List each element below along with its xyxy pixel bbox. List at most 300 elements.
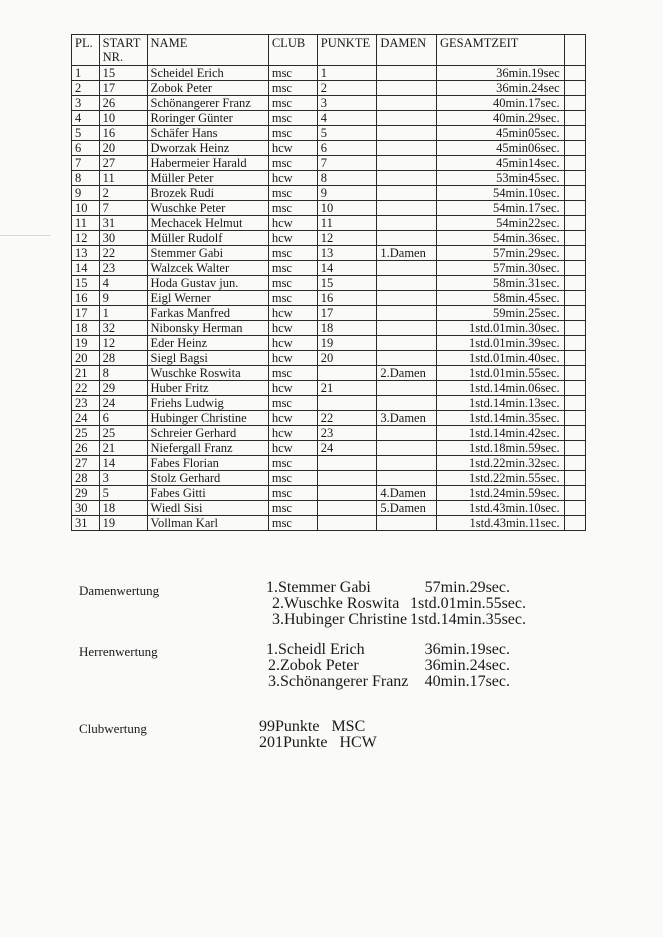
table-row xyxy=(72,381,586,396)
damen-rank-1: 1.Stemmer Gabi xyxy=(266,579,371,596)
table-row xyxy=(72,141,586,156)
cell-punkte: 9 xyxy=(317,186,377,201)
cell-damen xyxy=(377,351,437,366)
table-row xyxy=(72,366,586,381)
cell-extra xyxy=(564,441,585,456)
cell-start-nr: 8 xyxy=(99,366,147,381)
cell-club: msc xyxy=(268,456,317,471)
cell-pl: 30 xyxy=(72,501,100,516)
cell-punkte: 10 xyxy=(317,201,377,216)
cell-damen xyxy=(377,216,437,231)
cell-gesamtzeit: 40min.29sec. xyxy=(436,111,564,126)
cell-pl: 17 xyxy=(72,306,100,321)
cell-name: Niefergall Franz xyxy=(147,441,268,456)
herren-rank-1: 1.Scheidl Erich xyxy=(266,641,365,658)
cell-gesamtzeit: 1std.01min.40sec. xyxy=(436,351,564,366)
cell-start-nr: 11 xyxy=(99,171,147,186)
cell-pl: 3 xyxy=(72,96,100,111)
cell-name: Wuschke Roswita xyxy=(147,366,268,381)
results-table xyxy=(71,34,586,531)
cell-gesamtzeit: 53min45sec. xyxy=(436,171,564,186)
cell-damen xyxy=(377,201,437,216)
table-row xyxy=(72,171,586,186)
cell-gesamtzeit: 1std.01min.39sec. xyxy=(436,336,564,351)
table-row xyxy=(72,66,586,81)
cell-damen xyxy=(377,141,437,156)
cell-club: msc xyxy=(268,96,317,111)
cell-club: msc xyxy=(268,81,317,96)
cell-punkte xyxy=(317,471,377,486)
cell-damen xyxy=(377,156,437,171)
cell-gesamtzeit: 57min.29sec. xyxy=(436,246,564,261)
cell-extra xyxy=(564,291,585,306)
cell-club: msc xyxy=(268,396,317,411)
cell-pl: 10 xyxy=(72,201,100,216)
cell-club: hcw xyxy=(268,351,317,366)
cell-extra xyxy=(564,486,585,501)
cell-punkte xyxy=(317,486,377,501)
header-club: CLUB xyxy=(268,35,317,66)
cell-gesamtzeit: 59min.25sec. xyxy=(436,306,564,321)
cell-gesamtzeit: 54min22sec. xyxy=(436,216,564,231)
table-row xyxy=(72,216,586,231)
cell-damen xyxy=(377,96,437,111)
cell-start-nr: 25 xyxy=(99,426,147,441)
cell-punkte: 5 xyxy=(317,126,377,141)
cell-club: hcw xyxy=(268,381,317,396)
cell-pl: 23 xyxy=(72,396,100,411)
cell-name: Walzcek Walter xyxy=(147,261,268,276)
cell-extra xyxy=(564,171,585,186)
cell-club: hcw xyxy=(268,171,317,186)
cell-damen xyxy=(377,261,437,276)
cell-pl: 9 xyxy=(72,186,100,201)
cell-start-nr: 24 xyxy=(99,396,147,411)
cell-gesamtzeit: 45min06sec. xyxy=(436,141,564,156)
cell-damen xyxy=(377,321,437,336)
cell-name: Eder Heinz xyxy=(147,336,268,351)
cell-start-nr: 19 xyxy=(99,516,147,531)
cell-club: hcw xyxy=(268,216,317,231)
table-row xyxy=(72,306,586,321)
cell-damen xyxy=(377,111,437,126)
cell-punkte xyxy=(317,366,377,381)
herrenwertung-times xyxy=(410,642,510,690)
cell-pl: 20 xyxy=(72,351,100,366)
table-row xyxy=(72,456,586,471)
cell-extra xyxy=(564,156,585,171)
cell-punkte: 2 xyxy=(317,81,377,96)
cell-gesamtzeit: 1std.18min.59sec. xyxy=(436,441,564,456)
cell-damen xyxy=(377,426,437,441)
table-header-row xyxy=(72,35,586,66)
cell-extra xyxy=(564,471,585,486)
cell-name: Dworzak Heinz xyxy=(147,141,268,156)
table-row xyxy=(72,111,586,126)
cell-gesamtzeit: 36min.19sec xyxy=(436,66,564,81)
cell-extra xyxy=(564,396,585,411)
cell-start-nr: 10 xyxy=(99,111,147,126)
cell-damen xyxy=(377,471,437,486)
header-gesamtzeit: GESAMTZEIT xyxy=(436,35,564,66)
cell-gesamtzeit: 36min.24sec xyxy=(436,81,564,96)
cell-club: msc xyxy=(268,366,317,381)
header-empty xyxy=(564,35,585,66)
cell-damen: 1.Damen xyxy=(377,246,437,261)
cell-start-nr: 32 xyxy=(99,321,147,336)
cell-gesamtzeit: 1std.01min.30sec. xyxy=(436,321,564,336)
cell-name: Hubinger Christine xyxy=(147,411,268,426)
cell-name: Wuschke Peter xyxy=(147,201,268,216)
cell-pl: 1 xyxy=(72,66,100,81)
club-entry-2: 201Punkte HCW xyxy=(259,734,377,751)
cell-extra xyxy=(564,321,585,336)
cell-name: Stolz Gerhard xyxy=(147,471,268,486)
table-row xyxy=(72,321,586,336)
cell-name: Müller Rudolf xyxy=(147,231,268,246)
cell-punkte: 15 xyxy=(317,276,377,291)
cell-punkte: 13 xyxy=(317,246,377,261)
cell-start-nr: 26 xyxy=(99,96,147,111)
table-row xyxy=(72,156,586,171)
cell-club: msc xyxy=(268,186,317,201)
cell-club: msc xyxy=(268,201,317,216)
table-row xyxy=(72,411,586,426)
cell-pl: 6 xyxy=(72,141,100,156)
cell-start-nr: 6 xyxy=(99,411,147,426)
cell-start-nr: 2 xyxy=(99,186,147,201)
herren-time-2: 36min.24sec. xyxy=(424,657,510,674)
table-row xyxy=(72,441,586,456)
cell-start-nr: 30 xyxy=(99,231,147,246)
cell-extra xyxy=(564,246,585,261)
cell-extra xyxy=(564,231,585,246)
cell-damen xyxy=(377,336,437,351)
cell-name: Schreier Gerhard xyxy=(147,426,268,441)
cell-pl: 15 xyxy=(72,276,100,291)
cell-club: msc xyxy=(268,66,317,81)
header-start-nr: START NR. xyxy=(99,35,147,66)
cell-name: Eigl Werner xyxy=(147,291,268,306)
table-row xyxy=(72,246,586,261)
club-entry-1: 99Punkte MSC xyxy=(259,718,366,735)
cell-damen: 3.Damen xyxy=(377,411,437,426)
cell-punkte: 19 xyxy=(317,336,377,351)
cell-extra xyxy=(564,426,585,441)
cell-name: Hoda Gustav jun. xyxy=(147,276,268,291)
clubwertung-label: Clubwertung xyxy=(79,721,147,736)
cell-pl: 24 xyxy=(72,411,100,426)
damen-time-2: 1std.01min.55sec. xyxy=(410,595,526,612)
cell-damen xyxy=(377,171,437,186)
cell-start-nr: 14 xyxy=(99,456,147,471)
cell-punkte: 18 xyxy=(317,321,377,336)
table-row xyxy=(72,486,586,501)
cell-pl: 11 xyxy=(72,216,100,231)
cell-name: Stemmer Gabi xyxy=(147,246,268,261)
cell-name: Siegl Bagsi xyxy=(147,351,268,366)
herren-time-1: 36min.19sec. xyxy=(424,641,510,658)
herrenwertung-label: Herrenwertung xyxy=(79,644,158,659)
cell-punkte xyxy=(317,456,377,471)
cell-gesamtzeit: 1std.24min.59sec. xyxy=(436,486,564,501)
cell-pl: 25 xyxy=(72,426,100,441)
cell-club: msc xyxy=(268,126,317,141)
cell-pl: 31 xyxy=(72,516,100,531)
herren-rank-2: 2.Zobok Peter xyxy=(268,657,359,674)
herren-time-3: 40min.17sec. xyxy=(424,673,510,690)
cell-club: hcw xyxy=(268,426,317,441)
cell-punkte: 23 xyxy=(317,426,377,441)
cell-pl: 12 xyxy=(72,231,100,246)
table-row xyxy=(72,351,586,366)
cell-club: msc xyxy=(268,501,317,516)
damenwertung-ranks xyxy=(266,580,407,628)
damen-time-1: 57min.29sec. xyxy=(424,579,510,596)
table-row xyxy=(72,501,586,516)
cell-name: Scheidel Erich xyxy=(147,66,268,81)
cell-extra xyxy=(564,366,585,381)
cell-damen: 5.Damen xyxy=(377,501,437,516)
cell-extra xyxy=(564,381,585,396)
header-pl: PL. xyxy=(72,35,100,66)
table-row xyxy=(72,96,586,111)
cell-name: Fabes Gitti xyxy=(147,486,268,501)
cell-pl: 29 xyxy=(72,486,100,501)
cell-name: Friehs Ludwig xyxy=(147,396,268,411)
damenwertung-label: Damenwertung xyxy=(79,583,160,598)
table-row xyxy=(72,276,586,291)
cell-extra xyxy=(564,276,585,291)
cell-start-nr: 15 xyxy=(99,66,147,81)
cell-start-nr: 31 xyxy=(99,216,147,231)
cell-pl: 5 xyxy=(72,126,100,141)
header-punkte: PUNKTE xyxy=(317,35,377,66)
cell-start-nr: 27 xyxy=(99,156,147,171)
cell-damen xyxy=(377,186,437,201)
cell-gesamtzeit: 45min05sec. xyxy=(436,126,564,141)
cell-damen xyxy=(377,456,437,471)
cell-punkte: 21 xyxy=(317,381,377,396)
cell-start-nr: 9 xyxy=(99,291,147,306)
cell-extra xyxy=(564,306,585,321)
cell-pl: 19 xyxy=(72,336,100,351)
damen-time-3: 1std.14min.35sec. xyxy=(410,611,526,628)
cell-punkte: 4 xyxy=(317,111,377,126)
cell-club: hcw xyxy=(268,306,317,321)
cell-extra xyxy=(564,96,585,111)
cell-extra xyxy=(564,141,585,156)
cell-pl: 22 xyxy=(72,381,100,396)
cell-name: Nibonsky Herman xyxy=(147,321,268,336)
cell-extra xyxy=(564,81,585,96)
cell-name: Brozek Rudi xyxy=(147,186,268,201)
cell-club: hcw xyxy=(268,141,317,156)
cell-gesamtzeit: 58min.45sec. xyxy=(436,291,564,306)
cell-punkte: 17 xyxy=(317,306,377,321)
cell-name: Farkas Manfred xyxy=(147,306,268,321)
cell-damen xyxy=(377,306,437,321)
cell-name: Zobok Peter xyxy=(147,81,268,96)
cell-name: Schäfer Hans xyxy=(147,126,268,141)
cell-club: msc xyxy=(268,111,317,126)
cell-damen xyxy=(377,291,437,306)
cell-name: Habermeier Harald xyxy=(147,156,268,171)
cell-punkte: 7 xyxy=(317,156,377,171)
cell-extra xyxy=(564,66,585,81)
cell-club: hcw xyxy=(268,231,317,246)
cell-name: Fabes Florian xyxy=(147,456,268,471)
cell-extra xyxy=(564,261,585,276)
cell-gesamtzeit: 40min.17sec. xyxy=(436,96,564,111)
cell-start-nr: 17 xyxy=(99,81,147,96)
cell-punkte: 1 xyxy=(317,66,377,81)
table-row xyxy=(72,231,586,246)
cell-start-nr: 5 xyxy=(99,486,147,501)
cell-damen: 4.Damen xyxy=(377,486,437,501)
cell-gesamtzeit: 1std.22min.32sec. xyxy=(436,456,564,471)
cell-damen xyxy=(377,396,437,411)
cell-start-nr: 12 xyxy=(99,336,147,351)
header-damen: DAMEN xyxy=(377,35,437,66)
cell-punkte: 22 xyxy=(317,411,377,426)
cell-pl: 2 xyxy=(72,81,100,96)
herren-rank-3: 3.Schönangerer Franz xyxy=(268,673,409,690)
cell-extra xyxy=(564,351,585,366)
cell-extra xyxy=(564,501,585,516)
cell-extra xyxy=(564,201,585,216)
table-row xyxy=(72,396,586,411)
cell-punkte xyxy=(317,396,377,411)
table-row xyxy=(72,516,586,531)
cell-pl: 14 xyxy=(72,261,100,276)
cell-punkte: 24 xyxy=(317,441,377,456)
results-body xyxy=(72,66,586,531)
cell-punkte: 6 xyxy=(317,141,377,156)
table-row xyxy=(72,186,586,201)
cell-start-nr: 29 xyxy=(99,381,147,396)
cell-punkte: 14 xyxy=(317,261,377,276)
cell-damen xyxy=(377,231,437,246)
cell-start-nr: 28 xyxy=(99,351,147,366)
cell-gesamtzeit: 54min.10sec. xyxy=(436,186,564,201)
cell-club: hcw xyxy=(268,411,317,426)
cell-start-nr: 1 xyxy=(99,306,147,321)
cell-gesamtzeit: 57min.30sec. xyxy=(436,261,564,276)
cell-pl: 16 xyxy=(72,291,100,306)
cell-punkte xyxy=(317,501,377,516)
cell-punkte: 3 xyxy=(317,96,377,111)
table-row xyxy=(72,126,586,141)
scan-fold-mark xyxy=(0,235,50,236)
header-name: NAME xyxy=(147,35,268,66)
cell-damen xyxy=(377,516,437,531)
cell-start-nr: 3 xyxy=(99,471,147,486)
cell-club: msc xyxy=(268,516,317,531)
cell-start-nr: 4 xyxy=(99,276,147,291)
cell-damen: 2.Damen xyxy=(377,366,437,381)
cell-club: hcw xyxy=(268,321,317,336)
cell-damen xyxy=(377,126,437,141)
cell-gesamtzeit: 54min.17sec. xyxy=(436,201,564,216)
cell-club: msc xyxy=(268,291,317,306)
cell-gesamtzeit: 1std.14min.35sec. xyxy=(436,411,564,426)
cell-club: msc xyxy=(268,486,317,501)
cell-gesamtzeit: 1std.43min.11sec. xyxy=(436,516,564,531)
cell-extra xyxy=(564,411,585,426)
cell-club: msc xyxy=(268,246,317,261)
cell-punkte xyxy=(317,516,377,531)
cell-extra xyxy=(564,111,585,126)
cell-extra xyxy=(564,126,585,141)
cell-name: Roringer Günter xyxy=(147,111,268,126)
cell-club: hcw xyxy=(268,336,317,351)
cell-gesamtzeit: 45min14sec. xyxy=(436,156,564,171)
cell-damen xyxy=(377,81,437,96)
cell-damen xyxy=(377,276,437,291)
damen-rank-2: 2.Wuschke Roswita xyxy=(272,595,400,612)
cell-damen xyxy=(377,66,437,81)
cell-gesamtzeit: 1std.43min.10sec. xyxy=(436,501,564,516)
cell-club: msc xyxy=(268,471,317,486)
cell-damen xyxy=(377,441,437,456)
cell-extra xyxy=(564,336,585,351)
cell-punkte: 20 xyxy=(317,351,377,366)
damenwertung-times xyxy=(410,579,526,628)
cell-punkte: 16 xyxy=(317,291,377,306)
cell-start-nr: 16 xyxy=(99,126,147,141)
table-row xyxy=(72,471,586,486)
cell-damen xyxy=(377,381,437,396)
cell-punkte: 8 xyxy=(317,171,377,186)
cell-start-nr: 18 xyxy=(99,501,147,516)
cell-extra xyxy=(564,216,585,231)
table-row xyxy=(72,336,586,351)
cell-start-nr: 23 xyxy=(99,261,147,276)
cell-start-nr: 20 xyxy=(99,141,147,156)
table-row xyxy=(72,81,586,96)
cell-pl: 8 xyxy=(72,171,100,186)
table-row xyxy=(72,201,586,216)
cell-gesamtzeit: 54min.36sec. xyxy=(436,231,564,246)
cell-punkte: 11 xyxy=(317,216,377,231)
cell-extra xyxy=(564,186,585,201)
cell-start-nr: 22 xyxy=(99,246,147,261)
cell-pl: 7 xyxy=(72,156,100,171)
cell-gesamtzeit: 58min.31sec. xyxy=(436,276,564,291)
cell-punkte: 12 xyxy=(317,231,377,246)
cell-name: Huber Fritz xyxy=(147,381,268,396)
cell-pl: 18 xyxy=(72,321,100,336)
cell-gesamtzeit: 1std.14min.42sec. xyxy=(436,426,564,441)
cell-name: Mechacek Helmut xyxy=(147,216,268,231)
cell-club: msc xyxy=(268,261,317,276)
cell-gesamtzeit: 1std.14min.13sec. xyxy=(436,396,564,411)
cell-name: Wiedl Sisi xyxy=(147,501,268,516)
table-row xyxy=(72,261,586,276)
cell-pl: 27 xyxy=(72,456,100,471)
cell-club: hcw xyxy=(268,441,317,456)
cell-name: Vollman Karl xyxy=(147,516,268,531)
cell-name: Schönangerer Franz xyxy=(147,96,268,111)
cell-extra xyxy=(564,516,585,531)
damen-rank-3: 3.Hubinger Christine xyxy=(272,611,408,628)
cell-gesamtzeit: 1std.22min.55sec. xyxy=(436,471,564,486)
herrenwertung-ranks xyxy=(266,642,408,690)
cell-pl: 21 xyxy=(72,366,100,381)
cell-start-nr: 21 xyxy=(99,441,147,456)
cell-start-nr: 7 xyxy=(99,201,147,216)
